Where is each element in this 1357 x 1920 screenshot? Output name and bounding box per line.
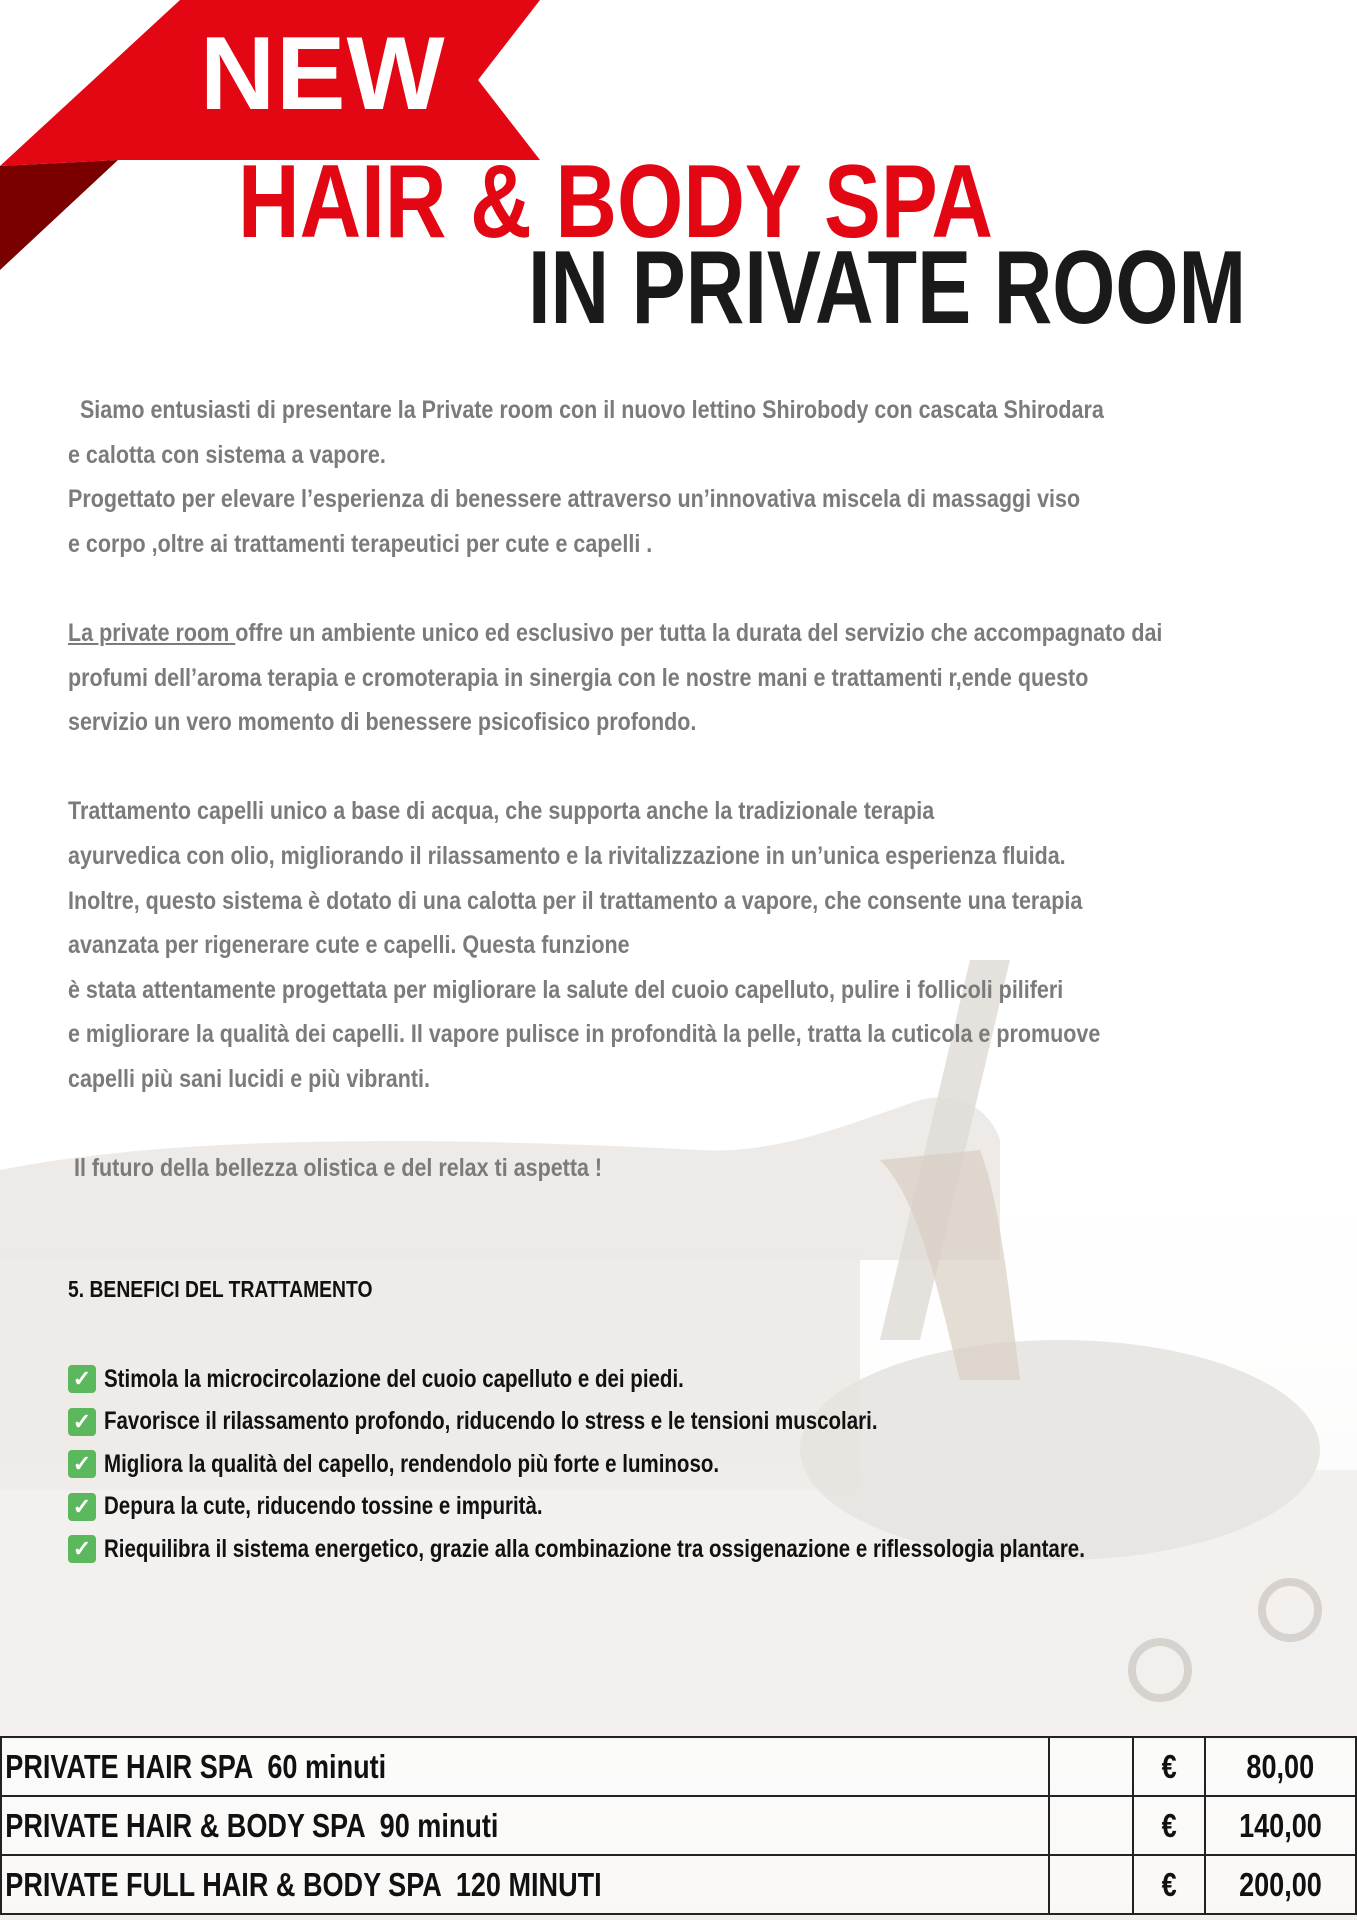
intro-line: capelli più sani lucidi e più vibranti. (68, 1064, 431, 1093)
price-name: PRIVATE FULL HAIR & BODY SPA 120 MINUTI (5, 1865, 602, 1903)
price-amount: 80,00 (1246, 1747, 1315, 1785)
benefits-list (68, 1358, 1300, 1571)
new-badge-text: NEW (200, 16, 446, 132)
price-currency: € (1161, 1747, 1177, 1785)
title-in-private-room: IN PRIVATE ROOM (528, 230, 1247, 346)
benefit-item: ✓ Stimola la microcircolazione del cuoio capelluto e dei piedi. (68, 1358, 1300, 1401)
benefit-item: ✓ Migliora la qualità del capello, rendendolo più forte e luminoso. (68, 1443, 1300, 1486)
price-table (0, 1736, 1357, 1915)
intro-text (68, 388, 1318, 1191)
check-icon: ✓ (68, 1408, 96, 1436)
price-currency: € (1161, 1865, 1177, 1903)
check-icon: ✓ (68, 1365, 96, 1393)
benefits-title: 5. BENEFICI DEL TRATTAMENTO (68, 1276, 373, 1302)
price-row (1, 1737, 1356, 1796)
price-row (1, 1855, 1356, 1914)
price-name: PRIVATE HAIR & BODY SPA 90 minuti (5, 1806, 499, 1844)
intro-line: servizio un vero momento di benessere psicofisico profondo. (68, 708, 697, 737)
intro-line: Progettato per elevare l’esperienza di benessere attraverso un’innovativa miscela di massaggi viso (68, 485, 1081, 514)
price-row (1, 1796, 1356, 1855)
check-icon: ✓ (68, 1535, 96, 1563)
intro-line: profumi dell’aroma terapia e cromoterapia in sinergia con le nostre mani e trattamenti r,ende questo (68, 663, 1089, 692)
price-amount: 200,00 (1239, 1865, 1322, 1903)
intro-line: avanzata per rigenerare cute e capelli. Questa funzione (68, 931, 630, 960)
intro-line: ayurvedica con olio, migliorando il rilassamento e la rivitalizzazione in un’unica esperienza fluida. (68, 841, 1066, 870)
intro-line: Siamo entusiasti di presentare la Private room con il nuovo lettino Shirobody con cascata Shirodara (68, 396, 1104, 424)
price-name: PRIVATE HAIR SPA 60 minuti (5, 1747, 387, 1785)
intro-line: e corpo ,oltre ai trattamenti terapeutici per cute e capelli . (68, 529, 653, 558)
price-currency: € (1161, 1806, 1177, 1844)
check-icon: ✓ (68, 1450, 96, 1478)
intro-line: è stata attentamente progettata per migliorare la salute del cuoio capelluto, pulire i follicoli piliferi (68, 975, 1064, 1004)
benefit-item: ✓ Favorisce il rilassamento profondo, riducendo lo stress e le tensioni muscolari. (68, 1401, 1300, 1444)
intro-line: Trattamento capelli unico a base di acqua, che supporta anche la tradizionale terapia (68, 797, 935, 826)
check-icon: ✓ (68, 1493, 96, 1521)
intro-line: e calotta con sistema a vapore. (68, 440, 386, 469)
benefit-item: ✓ Riequilibra il sistema energetico, grazie alla combinazione tra ossigenazione e riflessologia plantare. (68, 1528, 1300, 1571)
title-hair-body-spa: HAIR & BODY SPA (238, 144, 993, 260)
intro-line: Inoltre, questo sistema è dotato di una calotta per il trattamento a vapore, che consente una terapia (68, 886, 1083, 915)
intro-line: e migliorare la qualità dei capelli. Il vapore pulisce in profondità la pelle, tratta la cuticola e promuove (68, 1020, 1101, 1049)
price-amount: 140,00 (1239, 1806, 1322, 1844)
intro-line: La private room offre un ambiente unico ed esclusivo per tutta la durata del servizio che accompagnato dai (68, 618, 1163, 647)
closing-line: Il futuro della bellezza olistica e del relax ti aspetta ! (68, 1154, 603, 1183)
private-room-underlined: La private room (68, 618, 236, 647)
benefit-item: ✓ Depura la cute, riducendo tossine e impurità. (68, 1486, 1300, 1529)
